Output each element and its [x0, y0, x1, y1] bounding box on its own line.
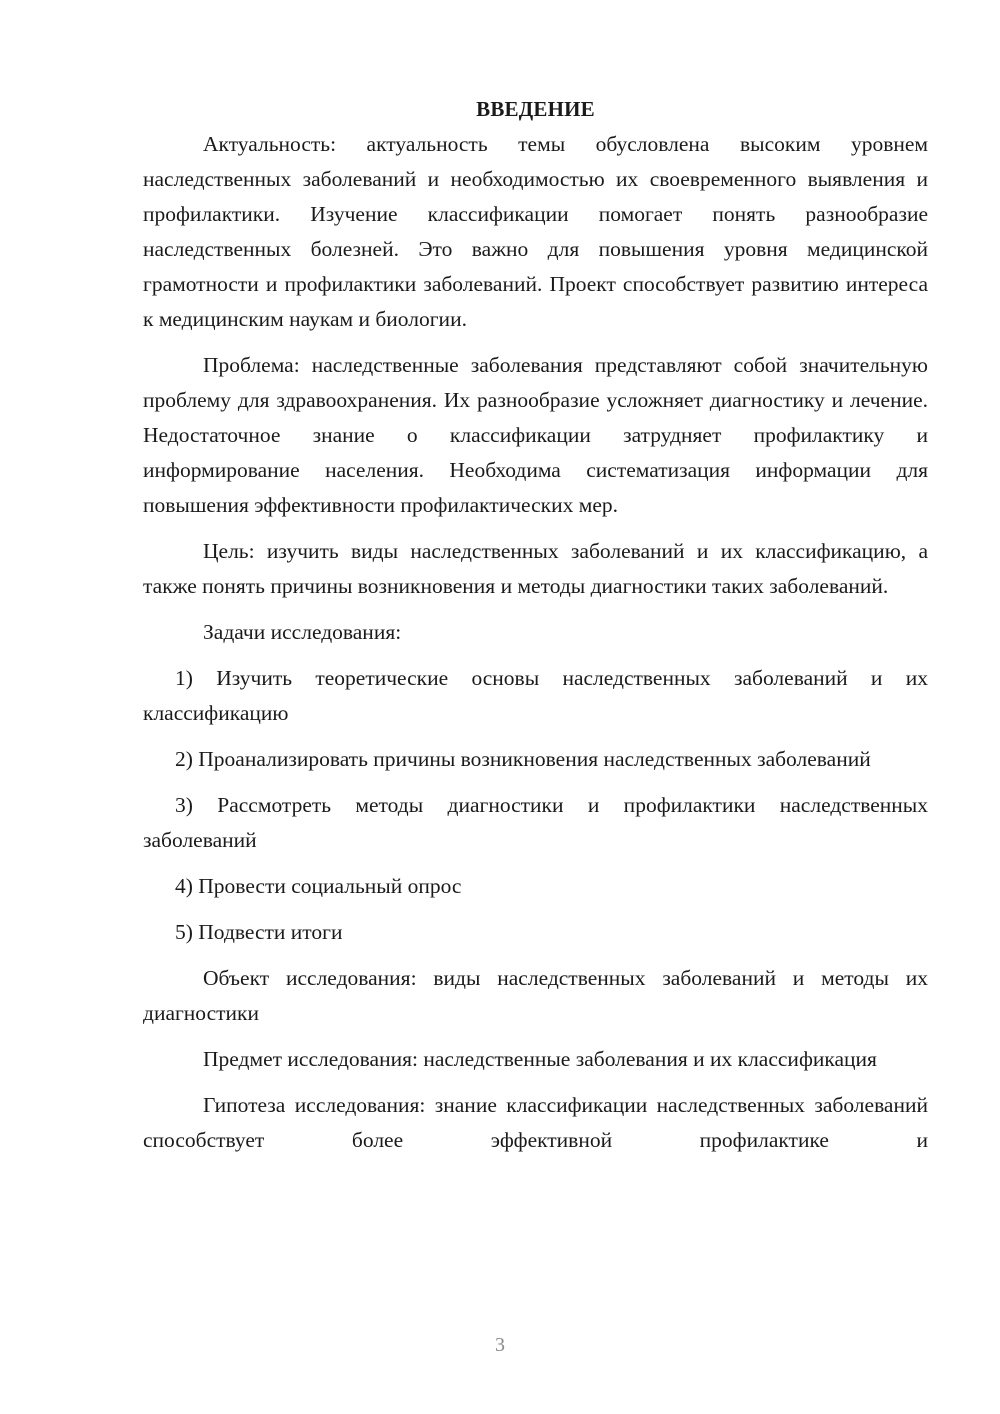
- hypothesis-paragraph: Гипотеза исследования: знание классификации наследственных заболеваний способствует более эффективной профилактике и: [143, 1093, 928, 1152]
- task-item-4: 4) Провести социальный опрос: [175, 874, 462, 898]
- goal-paragraph: Цель: изучить виды наследственных заболеваний и их классификацию, а также понять причины возникновения и методы диагностики таких заболеваний.: [143, 539, 928, 598]
- problem-paragraph: Проблема: наследственные заболевания представляют собой значительную проблему для здравоохранения. Их разнообразие усложняет диагностику и лечение. Недостаточное знание о классификации затрудняет профилактику и информирование населения. Необходима систематизация информации для повышения эффективности профилактических мер.: [143, 353, 928, 517]
- task-item-5: 5) Подвести итоги: [175, 920, 343, 944]
- task-item-3: 3) Рассмотреть методы диагностики и профилактики наследственных заболеваний: [143, 793, 928, 852]
- object-paragraph: Объект исследования: виды наследственных заболеваний и методы их диагностики: [143, 966, 928, 1025]
- subject-paragraph: Предмет исследования: наследственные заболевания и их классификация: [203, 1047, 877, 1071]
- task-item-1: 1) Изучить теоретические основы наследственных заболеваний и их классификацию: [143, 666, 928, 725]
- relevance-paragraph: Актуальность: актуальность темы обусловлена высоким уровнем наследственных заболеваний и необходимостью их своевременного выявления и профилактики. Изучение классификации помогает понять разнообразие наследственных болезней. Это важно для повышения уровня медицинской грамотности и профилактики заболеваний. Проект способствует развитию интереса к медицинским наукам и биологии.: [143, 132, 928, 331]
- page-content: [143, 92, 928, 1158]
- page-title: ВВЕДЕНИЕ: [476, 97, 595, 121]
- page-number: 3: [495, 1334, 505, 1356]
- tasks-heading: Задачи исследования:: [203, 620, 402, 644]
- task-item-2: 2) Проанализировать причины возникновения наследственных заболеваний: [175, 747, 871, 771]
